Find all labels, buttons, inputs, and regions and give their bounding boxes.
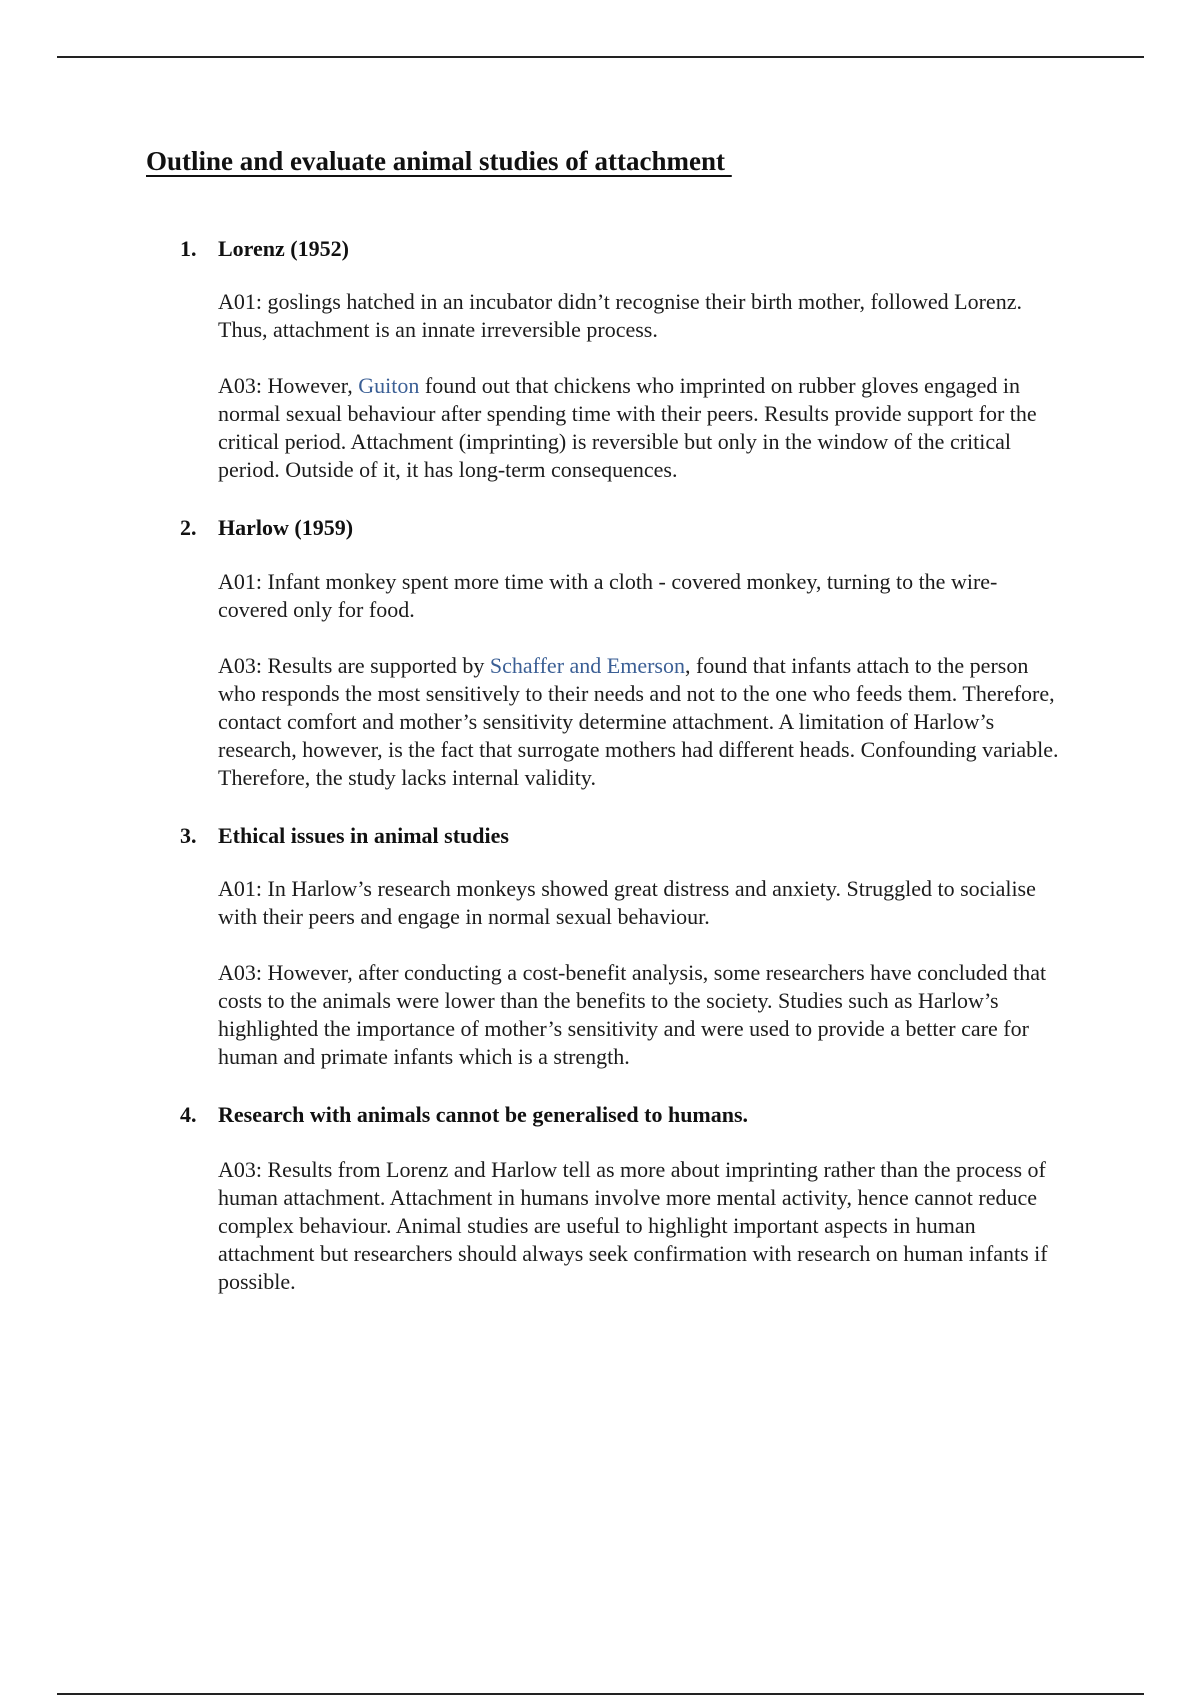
section-heading-text: Research with animals cannot be generalised to humans. (218, 1102, 749, 1127)
ao3-text: , found that infants attach to the person who responds the most sensitively to their needs and not to the one who feeds them. Therefore, contact comfort and mother’s sensitivity determine attachment. A limitation of Harlow’s research, however, is the fact that surrogate mothers had different heads. Confounding variable. Therefore, the study lacks internal validity. (218, 653, 1059, 790)
ao1-paragraph: A01: In Harlow’s research monkeys showed great distress and anxiety. Struggled to socialise with their peers and engage in normal sexual behaviour. (218, 876, 1036, 929)
section-heading-text: Ethical issues in animal studies (218, 823, 509, 848)
section-heading-text: Harlow (1959) (218, 515, 354, 540)
section-number: 3. (180, 823, 197, 848)
section-heading (180, 515, 353, 541)
ao3-reference-link[interactable]: Guiton (358, 373, 420, 398)
ao3-text: found out that chickens who imprinted on rubber gloves engaged in normal sexual behaviour after spending time with their peers. Results provide support for the critical period. Attachment (imprinting) is reversible but only in the window of the critical period. Outside of it, it has long-term consequences. (218, 373, 1037, 482)
ao3-text: A03: Results are supported by (218, 653, 490, 678)
ao3-paragraph: A03: Results from Lorenz and Harlow tell as more about imprinting rather than the process of human attachment. Attachment in humans involve more mental activity, hence cannot reduce complex behaviour. Animal studies are useful to highlight important aspects in human attachment but researchers should always seek confirmation with research on human infants if possible. (218, 1157, 1048, 1294)
section-heading (180, 823, 509, 849)
page-title: Outline and evaluate animal studies of attachment (146, 146, 732, 176)
ao3-text: A03: However, (218, 373, 359, 398)
ao3-paragraph (218, 652, 1063, 792)
section-number: 4. (180, 1102, 197, 1127)
section-heading (180, 236, 349, 262)
ao1-paragraph: A01: goslings hatched in an incubator didn’t recognise their birth mother, followed Lorenz. Thus, attachment is an innate irreversible process. (218, 289, 1022, 342)
top-rule (57, 56, 1144, 58)
ao1-paragraph: A01: Infant monkey spent more time with a cloth - covered monkey, turning to the wire-covered only for food. (218, 569, 998, 622)
section-number: 2. (180, 515, 197, 540)
section-number: 1. (180, 236, 197, 261)
ao3-paragraph: A03: However, after conducting a cost-benefit analysis, some researchers have concluded that costs to the animals were lower than the benefits to the society. Studies such as Harlow’s highlighted the importance of mother’s sensitivity and were used to provide a better care for human and primate infants which is a strength. (218, 960, 1047, 1069)
section-heading-text: Lorenz (1952) (218, 236, 349, 261)
ao3-paragraph (218, 372, 1063, 484)
ao3-reference-link[interactable]: Schaffer and Emerson (489, 653, 685, 678)
bottom-rule (57, 1693, 1144, 1695)
section-heading (180, 1102, 748, 1128)
